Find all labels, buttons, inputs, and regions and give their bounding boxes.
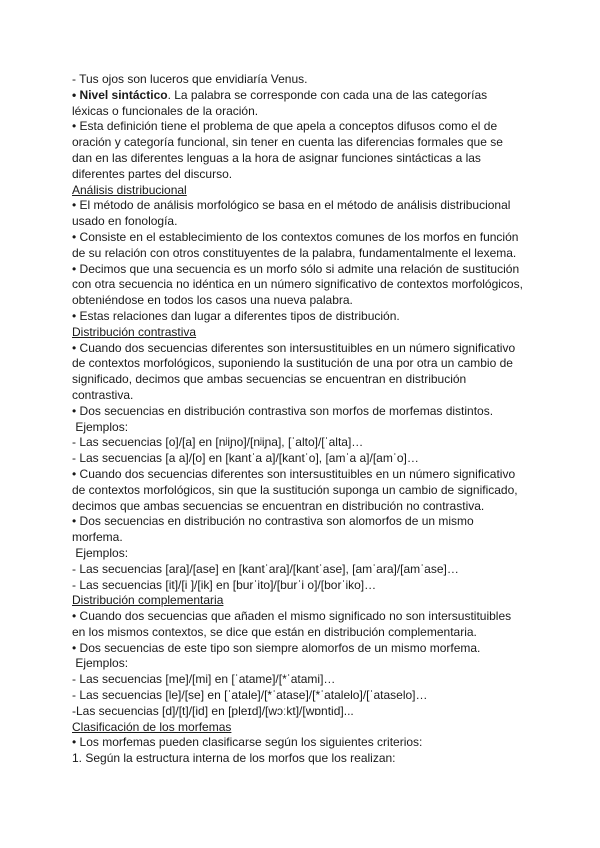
example-line: - Las secuencias [o]/[a] en [nʲiɲo]/[nʲiɲa], [ˈalto]/[ˈalta]… bbox=[72, 435, 364, 450]
text-line: • Los morfemas pueden clasificarse según los siguientes criterios: bbox=[72, 735, 423, 750]
document-page bbox=[72, 72, 532, 767]
text-line: usado en fonología. bbox=[72, 214, 178, 229]
example-line: - Las secuencias [le]/[se] en [ˈatale]/[*ˈatase]/[*ˈatalelo]/[ˈataselo]… bbox=[72, 688, 428, 703]
section-heading: Clasificación de los morfemas bbox=[72, 719, 232, 734]
examples-label: Ejemplos: bbox=[72, 656, 129, 671]
text-line: morfema. bbox=[72, 530, 123, 545]
text-line: de contextos morfológicos, suponiendo la sustitución de una por otra un cambio de bbox=[72, 356, 513, 371]
text-line: • Estas relaciones dan lugar a diferentes tipos de distribución. bbox=[72, 308, 400, 323]
text-fragment: . La palabra se corresponde con cada una de las categorías bbox=[167, 87, 488, 102]
text-line: 1. Según la estructura interna de los morfos que los realizan: bbox=[72, 751, 396, 766]
section-heading: Distribución contrastiva bbox=[72, 324, 197, 339]
text-line: • El método de análisis morfológico se basa en el método de análisis distribucional bbox=[72, 198, 511, 213]
text-line: • Dos secuencias en distribución contrastiva son morfos de morfemas distintos. bbox=[72, 403, 494, 418]
example-line: - Las secuencias [a a]/[o] en [kantˈa a]/[kantˈo], [amˈa a]/[amˈo]… bbox=[72, 451, 419, 466]
text-line: • Cuando dos secuencias que añaden el mismo significado no son intersustituibles bbox=[72, 609, 512, 624]
section-heading: Distribución complementaria bbox=[72, 593, 224, 608]
text-line: oración y categoría funcional, sin tener en cuenta las diferencias formales que se bbox=[72, 135, 503, 150]
text-line: de su relación con otros constituyentes de la palabra, fundamentalmente el lexema. bbox=[72, 245, 517, 260]
example-line: - Las secuencias [me]/[mi] en [ˈatame]/[*ˈatami]… bbox=[72, 672, 336, 687]
text-line: de contextos morfológicos, sin que la sustitución suponga un cambio de significado, bbox=[72, 482, 518, 497]
examples-label: Ejemplos: bbox=[72, 419, 129, 434]
text-line: • Esta definición tiene el problema de que apela a conceptos difusos como el de bbox=[72, 119, 498, 134]
text-line: dan en las diferentes lenguas a la hora de asignar funciones sintácticas a las bbox=[72, 150, 481, 165]
section-heading: Análisis distribucional bbox=[72, 182, 187, 197]
example-line: - Las secuencias [it]/[i ]/[ik] en [burˈito]/[burˈi o]/[borˈiko]… bbox=[72, 577, 377, 592]
example-line: -Las secuencias [d]/[t]/[id] en [pleɪd]/[wɔːkt]/[wɒntid]... bbox=[72, 703, 354, 718]
bullet-line bbox=[72, 88, 532, 104]
term-bold: • Nivel sintáctico bbox=[72, 87, 168, 102]
text-line: decimos que ambas secuencias se encuentran en distribución no contrastiva. bbox=[72, 498, 485, 513]
text-line: • Cuando dos secuencias diferentes son intersustituibles en un número significativo bbox=[72, 466, 516, 481]
text-line: • Consiste en el establecimiento de los contextos comunes de los morfos en función bbox=[72, 229, 519, 244]
examples-label: Ejemplos: bbox=[72, 545, 129, 560]
text-line: obteniéndose en todos los casos una nueva palabra. bbox=[72, 293, 353, 308]
text-line: • Dos secuencias de este tipo son siempre alomorfos de un mismo morfema. bbox=[72, 640, 481, 655]
text-line: • Dos secuencias en distribución no contrastiva son alomorfos de un mismo bbox=[72, 514, 474, 529]
text-line: contrastiva. bbox=[72, 387, 134, 402]
text-line: diferentes partes del discurso. bbox=[72, 166, 233, 181]
text-line: • Decimos que una secuencia es un morfo sólo si admite una relación de sustitución bbox=[72, 261, 520, 276]
text-line: con otra secuencia no idéntica en un número significativo de contextos morfológicos, bbox=[72, 277, 523, 292]
text-line: significado, decimos que ambas secuencias se encuentran en distribución bbox=[72, 372, 467, 387]
example-line: - Las secuencias [ara]/[ase] en [kantˈara]/[kantˈase], [amˈara]/[amˈase]… bbox=[72, 561, 459, 576]
text-line: en los mismos contextos, se dice que están en distribución complementaria. bbox=[72, 624, 477, 639]
text-line: - Tus ojos son luceros que envidiaría Venus. bbox=[72, 72, 308, 86]
text-line: léxicas o funcionales de la oración. bbox=[72, 103, 259, 118]
text-line: • Cuando dos secuencias diferentes son intersustituibles en un número significativo bbox=[72, 340, 516, 355]
